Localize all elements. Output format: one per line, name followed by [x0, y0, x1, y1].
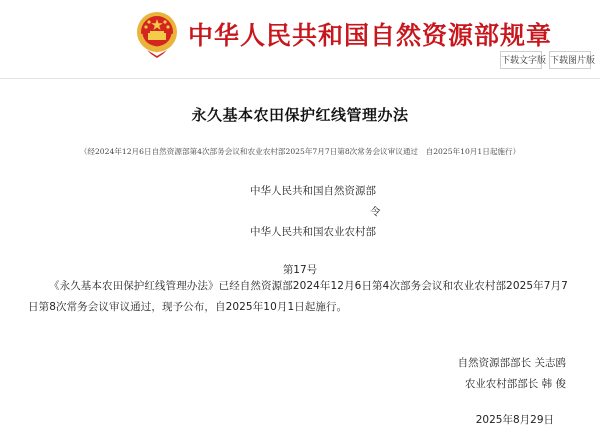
- document-title: 永久基本农田保护红线管理办法: [191, 106, 409, 124]
- order-number: 第17号: [282, 264, 318, 276]
- download-image-button[interactable]: 下载图片版: [549, 51, 591, 69]
- body-paragraph: 《永久基本农田保护红线管理办法》已经自然资源部2024年12月6日第4次部务会议和农业农村部2025年7月7日第8次常务会议审议通过，现予公布，自2025年10月1日起施行。: [28, 280, 568, 313]
- site-title: 中华人民共和国自然资源部规章: [188, 21, 553, 50]
- signature-natural-resources: 自然资源部部长 关志鸥: [457, 357, 566, 369]
- national-emblem-icon: [135, 10, 179, 60]
- signature-agriculture: 农业农村部部长 韩 俊: [464, 378, 566, 390]
- order-mark: 令: [370, 206, 381, 218]
- download-text-button[interactable]: 下载文字版: [500, 51, 542, 69]
- issuer-natural-resources: 中华人民共和国自然资源部: [250, 185, 376, 197]
- passage-note: （经2024年12月6日自然资源部第4次部务会议和农业农村部2025年7月7日第8次常务会议审议通过 自2025年10月1日起施行）: [79, 147, 521, 156]
- site-header: [0, 0, 600, 79]
- issue-date: 2025年8月29日: [475, 414, 554, 426]
- issuer-agriculture: 中华人民共和国农业农村部: [250, 226, 376, 238]
